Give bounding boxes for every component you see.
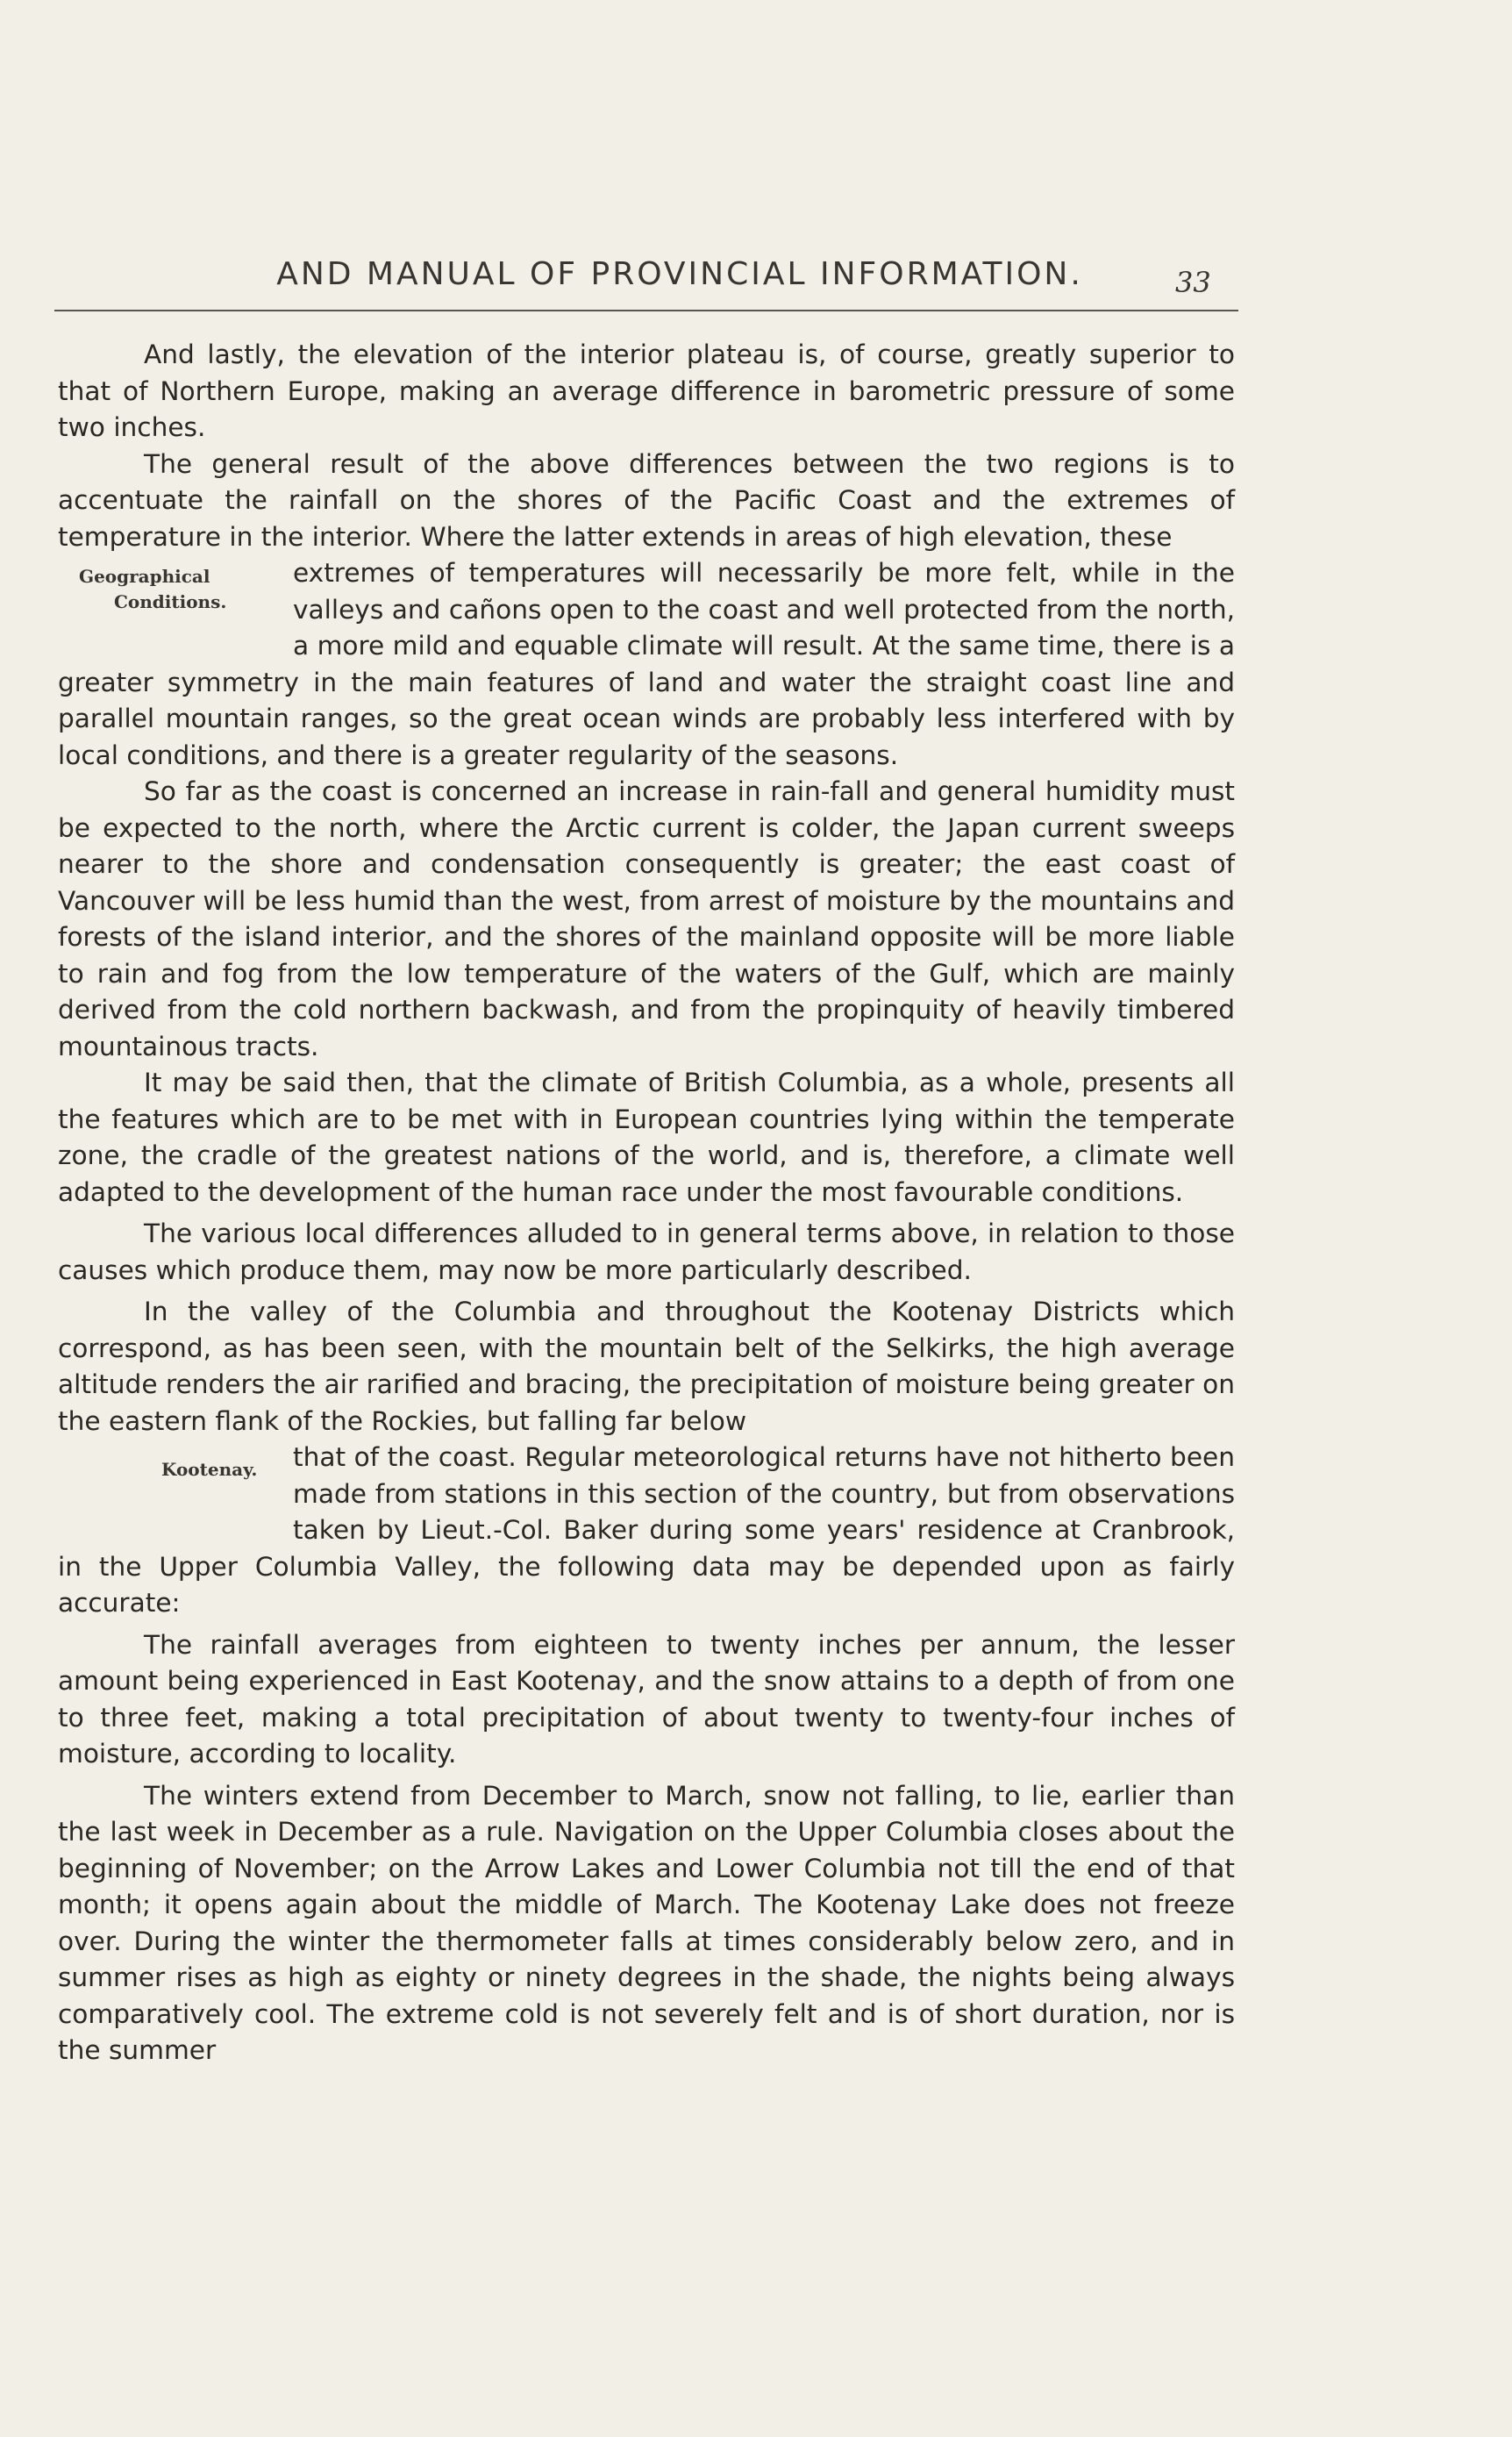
body-text	[58, 337, 1235, 2069]
paragraph-general-result-cont: extremes of temperatures will necessarily be more felt, while in the valleys and cañons open to the coast and well protected from the north, a more mild and equable climate will result. At the same time, there is a greater symmetry in the main features of land and water the straight coast line and parallel mountain ranges, so the great ocean winds are probably less interfered with by local conditions, and there is a greater regularity of the seasons.	[58, 558, 1235, 770]
paragraph-climate-summary: It may be said then, that the climate of British Columbia, as a whole, presents all the features which are to be met with in European countries lying within the temperate zone, the cradle of the greatest nations of the world, and is, therefore, a climate well adapted to the development of the human race under the most favourable conditions.	[58, 1068, 1235, 1207]
running-header: AND MANUAL OF PROVINCIAL INFORMATION.	[276, 256, 1083, 292]
header-rule	[54, 310, 1238, 311]
paragraph-kootenay-cont: that of the coast. Regular meteorological returns have not hitherto been made from stations in this section of the country, but from observations taken by Lieut.-Col. Baker during some years' residence at Cranbrook, in the Upper Columbia Valley, the following data may be depended upon as fairly accurate:	[58, 1442, 1235, 1618]
paragraph-general-result-start: The general result of the above differences between the two regions is to accentuate the rainfall on the shores of the Pacific Coast and the extremes of temperature in the interior. Where the latter extends in areas of high elevation, these	[58, 448, 1235, 552]
margin-note-geographical-line2: Conditions.	[114, 591, 227, 612]
margin-note-geographical	[58, 555, 293, 645]
margin-note-kootenay	[58, 1440, 293, 1529]
paragraph-local-differences: The various local differences alluded to in general terms above, in relation to those causes which produce them, may now be more particularly described.	[58, 1218, 1235, 1285]
paragraph-elevation: And lastly, the elevation of the interior plateau is, of course, greatly superior to that of Northern Europe, making an average difference in barometric pressure of some two inches.	[58, 339, 1235, 442]
page-number: 33	[1175, 266, 1211, 299]
paragraph-winters: The winters extend from December to March, snow not falling, to lie, earlier than the last week in December as a rule. Navigation on the Upper Columbia closes about the beginning of November; on the Arrow Lakes and Lower Columbia not till the end of that month; it opens again about the middle of March. The Kootenay Lake does not freeze over. During the winter the thermometer falls at times considerably below zero, and in summer rises as high as eighty or ninety degrees in the shade, the nights being always comparatively cool. The extreme cold is not severely felt and is of short duration, nor is the summer	[58, 1780, 1235, 2065]
paragraph-kootenay-start: In the valley of the Columbia and throughout the Kootenay Districts which correspond, as has been seen, with the mountain belt of the Selkirks, the high average altitude renders the air rarified and bracing, the precipitation of moisture being greater on the eastern flank of the Rockies, but falling far below	[58, 1297, 1235, 1436]
margin-note-kootenay-label: Kootenay.	[161, 1459, 258, 1480]
margin-note-geographical-line1: Geographical	[79, 566, 210, 587]
paragraph-coast: So far as the coast is concerned an increase in rain-fall and general humidity must be expected to the north, where the Arctic current is colder, the Japan current sweeps nearer to the shore and condensation consequently is greater; the east coast of Vancouver will be less humid than the west, from arrest of moisture by the mountains and forests of the island interior, and the shores of the mainland opposite will be more liable to rain and fog from the low temperature of the waters of the Gulf, which are mainly derived from the cold northern backwash, and from the propinquity of heavily timbered mountainous tracts.	[58, 776, 1235, 1061]
paragraph-rainfall: The rainfall averages from eighteen to twenty inches per annum, the lesser amount being experienced in East Kootenay, and the snow attains to a depth of from one to three feet, making a total precipitation of about twenty to twenty-four inches of moisture, according to locality.	[58, 1629, 1235, 1769]
